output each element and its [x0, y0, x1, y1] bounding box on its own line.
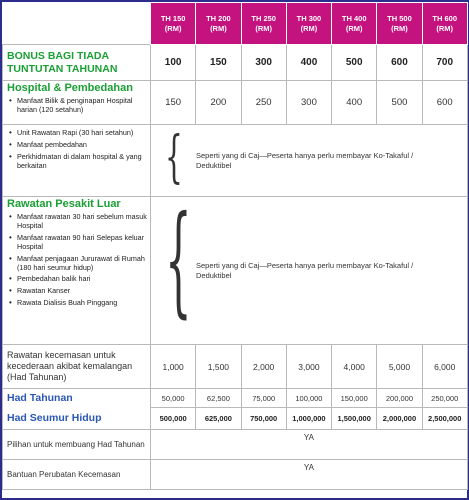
annual-limit-value: 100,000: [286, 389, 331, 408]
bonus-value: 150: [196, 45, 241, 81]
outpatient-item: • Manfaat rawatan 30 hari sebelum masuk Hospital: [9, 213, 150, 231]
remove-limit-value: YA: [151, 430, 468, 460]
emergency-row: [3, 345, 468, 389]
lifetime-limit-value: 1,000,000: [286, 408, 331, 430]
emergency-label: Rawatan kecemasan untuk kecederaan akibat kemalangan (Had Tahunan): [3, 345, 151, 389]
lifetime-limit-value: 2,000,000: [377, 408, 422, 430]
hospital-note-cell: [151, 125, 468, 197]
annual-limit-value: 150,000: [332, 389, 377, 408]
plan-header-th200: TH 200 (RM): [196, 3, 241, 45]
outpatient-item: • Rawatan Kanser: [9, 287, 150, 296]
hospital-item: • Perkhidmatan di dalam hospital & yang berkaitan: [9, 153, 150, 171]
plan-header-th150: TH 150 (RM): [151, 3, 196, 45]
plan-header-th400: TH 400 (RM): [332, 3, 377, 45]
bonus-value: 600: [377, 45, 422, 81]
bonus-value: 400: [286, 45, 331, 81]
bonus-value: 700: [422, 45, 467, 81]
room-value: 200: [196, 81, 241, 125]
outpatient-note: Seperti yang di Caj—Peserta hanya perlu membayar Ko-Takaful / Deduktibel: [196, 260, 414, 280]
lifetime-limit-value: 500,000: [151, 408, 196, 430]
emergency-value: 2,000: [241, 345, 286, 389]
room-value: 500: [377, 81, 422, 125]
lifetime-limit-row: [3, 408, 468, 430]
hospital-room-row: [3, 81, 468, 125]
remove-limit-label: Pilihan untuk membuang Had Tahunan: [3, 430, 151, 460]
lifetime-limit-value: 750,000: [241, 408, 286, 430]
hospital-section: [3, 81, 151, 125]
annual-limit-value: 50,000: [151, 389, 196, 408]
outpatient-item: • Rawata Dialisis Buah Pinggang: [9, 299, 150, 308]
outpatient-row: [3, 197, 468, 345]
hospital-items-cell: [3, 125, 151, 197]
emergency-value: 3,000: [286, 345, 331, 389]
annual-limit-row: [3, 389, 468, 408]
annual-limit-value: 250,000: [422, 389, 467, 408]
outpatient-section: [3, 197, 151, 345]
header-row: [3, 3, 468, 45]
bonus-label: BONUS BAGI TIADA TUNTUTAN TAHUNAN: [3, 45, 151, 81]
hospital-item: • Manfaat pembedahan: [9, 141, 150, 150]
outpatient-item: • Manfaat penjagaan Jururawat di Rumah (180 hari seumur hidup): [9, 255, 150, 273]
emergency-value: 5,000: [377, 345, 422, 389]
emergency-aid-value: YA: [151, 460, 468, 490]
plan-header-th500: TH 500 (RM): [377, 3, 422, 45]
outpatient-title: Rawatan Pesakit Luar: [7, 198, 121, 210]
emergency-value: 4,000: [332, 345, 377, 389]
brace-icon: {: [165, 191, 192, 330]
emergency-value: 1,500: [196, 345, 241, 389]
room-value: 600: [422, 81, 467, 125]
header-blank: [3, 3, 151, 45]
bonus-value: 100: [151, 45, 196, 81]
plan-header-th300: TH 300 (RM): [286, 3, 331, 45]
room-value: 400: [332, 81, 377, 125]
room-value: 300: [286, 81, 331, 125]
lifetime-limit-label: Had Seumur Hidup: [3, 408, 151, 430]
annual-limit-value: 200,000: [377, 389, 422, 408]
hospital-items-row: [3, 125, 468, 197]
annual-limit-value: 75,000: [241, 389, 286, 408]
outpatient-note-cell: [151, 191, 468, 345]
outpatient-item: • Manfaat rawatan 90 hari Selepas keluar Hospital: [9, 234, 150, 252]
lifetime-limit-value: 2,500,000: [422, 408, 467, 430]
emergency-value: 1,000: [151, 345, 196, 389]
plan-header-th250: TH 250 (RM): [241, 3, 286, 45]
hospital-room-item: • Manfaat Bilik & penginapan Hospital harian (120 setahun): [9, 97, 150, 115]
annual-limit-label: Had Tahunan: [3, 389, 151, 408]
emergency-value: 6,000: [422, 345, 467, 389]
hospital-title: Hospital & Pembedahan: [7, 82, 133, 94]
bonus-value: 300: [241, 45, 286, 81]
room-value: 250: [241, 81, 286, 125]
benefit-table: [2, 2, 468, 490]
emergency-aid-row: [3, 460, 468, 490]
hospital-item: • Unit Rawatan Rapi (30 hari setahun): [9, 129, 150, 138]
remove-limit-row: [3, 430, 468, 460]
bonus-row: [3, 45, 468, 81]
brace-icon: {: [165, 125, 183, 190]
lifetime-limit-value: 1,500,000: [332, 408, 377, 430]
room-value: 150: [151, 81, 196, 125]
lifetime-limit-value: 625,000: [196, 408, 241, 430]
annual-limit-value: 62,500: [196, 389, 241, 408]
bonus-value: 500: [332, 45, 377, 81]
outpatient-item: • Pembedahan balik hari: [9, 275, 150, 284]
emergency-aid-label: Bantuan Perubatan Kecemasan: [3, 460, 151, 490]
hospital-note: Seperti yang di Caj—Peserta hanya perlu membayar Ko-Takaful / Deduktibel: [196, 150, 414, 170]
plan-header-th600: TH 600 (RM): [422, 3, 467, 45]
